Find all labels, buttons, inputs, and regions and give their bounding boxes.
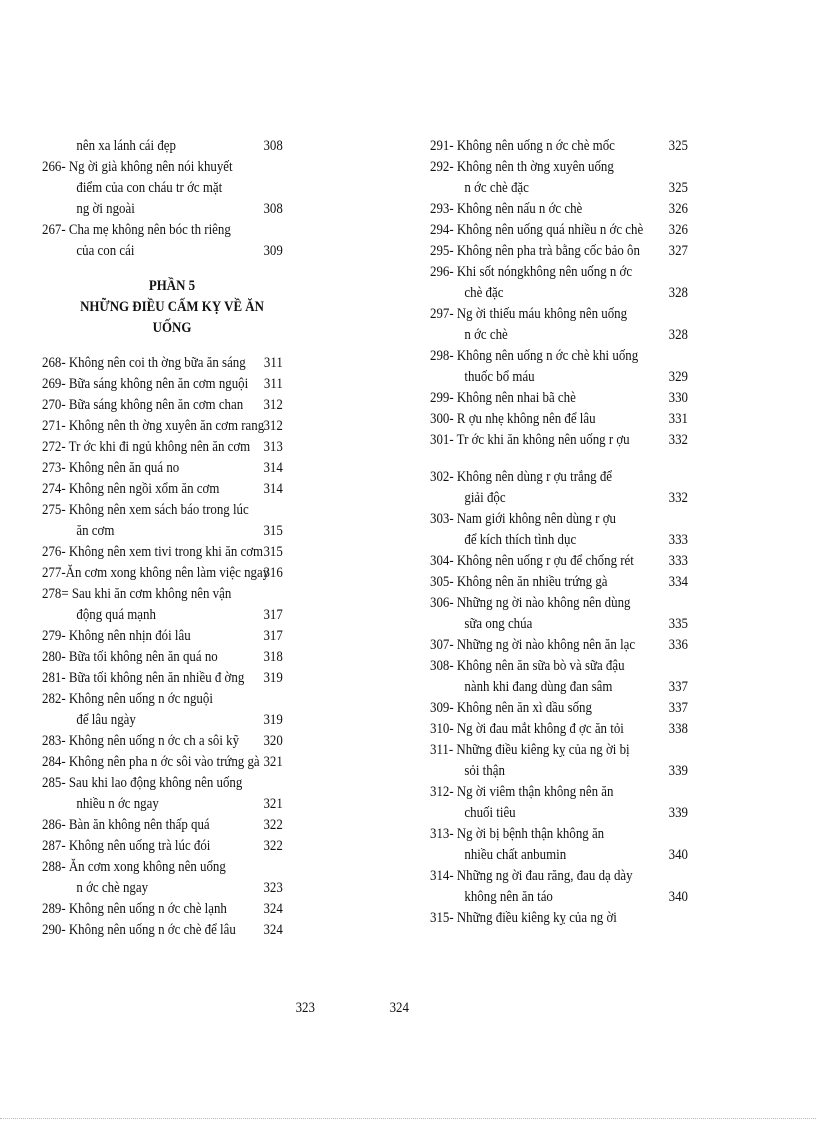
section-heading — [60, 276, 284, 339]
toc-entry-line: 268- Không nên coi th ờng bữa ăn sáng — [42, 355, 246, 371]
toc-entry-line: để kích thích tình dục — [464, 532, 577, 548]
toc-page-number: 336 — [668, 637, 688, 653]
toc-entry-line: ăn cơm — [76, 523, 115, 539]
toc-page-number: 324 — [263, 901, 283, 917]
toc-entry-line: 282- Không nên uống n ớc nguội — [42, 691, 213, 707]
toc-page-number: 339 — [668, 763, 688, 779]
toc-entry-line: 290- Không nên uống n ớc chè để lâu — [42, 922, 236, 938]
toc-entry — [430, 593, 688, 635]
right-entries — [430, 136, 720, 929]
toc-entry-line: 280- Bữa tối không nên ăn quá no — [42, 649, 218, 665]
toc-entry-line: nành khi đang dùng đan sâm — [464, 679, 613, 695]
toc-entry — [42, 815, 283, 836]
toc-entry — [430, 656, 688, 698]
toc-entry-line: 291- Không nên uống n ớc chè mốc — [430, 138, 615, 154]
toc-page-number: 340 — [668, 847, 688, 863]
toc-entry-line: 286- Bàn ăn không nên thấp quá — [42, 817, 210, 833]
toc-page-number: 337 — [668, 700, 688, 716]
toc-entry-line: n ớc chè ngay — [76, 880, 149, 896]
toc-entry-line: sỏi thận — [464, 763, 505, 779]
page-number-right: 324 — [389, 1000, 409, 1016]
toc-page-number: 326 — [668, 201, 688, 217]
toc-entry — [42, 136, 283, 157]
toc-entry — [430, 782, 688, 824]
toc-entry — [430, 698, 688, 719]
toc-entry — [430, 346, 688, 388]
toc-entry — [430, 866, 688, 908]
toc-entry-line: 294- Không nên uống quá nhiều n ớc chè — [430, 222, 644, 238]
toc-entry — [42, 668, 283, 689]
toc-entry — [42, 584, 283, 626]
toc-entry — [42, 647, 283, 668]
toc-entry-line: 302- Không nên dùng r ợu trắng để — [430, 469, 613, 485]
toc-entry-line: giải độc — [464, 490, 506, 506]
toc-page-number: 311 — [263, 355, 283, 371]
toc-entry — [430, 635, 688, 656]
toc-entry-line: 269- Bữa sáng không nên ăn cơm nguội — [42, 376, 249, 392]
toc-entry-line: n ớc chè — [464, 327, 508, 343]
toc-entry — [430, 199, 688, 220]
toc-entry-line: 297- Ng ời thiếu máu không nên uống — [430, 306, 628, 322]
toc-entry — [42, 857, 283, 899]
toc-entry-line: 289- Không nên uống n ớc chè lạnh — [42, 901, 227, 917]
toc-entry — [42, 353, 283, 374]
toc-page-number: 318 — [263, 649, 283, 665]
toc-entry — [430, 509, 688, 551]
toc-entry-line: 295- Không nên pha trà bằng cốc bảo ôn — [430, 243, 640, 259]
toc-entry-line: 313- Ng ời bị bệnh thận không ăn — [430, 826, 605, 842]
toc-entry-line: nhiều chất anbumin — [464, 847, 567, 863]
toc-entry-line: 293- Không nên nấu n ớc chè — [430, 201, 583, 217]
toc-entry-line: 272- Tr ớc khi đi ngủ không nên ăn cơm — [42, 439, 251, 455]
toc-entry — [430, 262, 688, 304]
toc-entry-line: 276- Không nên xem tivi trong khi ăn cơm — [42, 544, 264, 560]
toc-entry — [430, 220, 688, 241]
toc-entry — [430, 467, 688, 509]
toc-entry-line: sữa ong chúa — [464, 616, 533, 632]
toc-entry-line: 312- Ng ời viêm thận không nên ăn — [430, 784, 614, 800]
toc-page-number: 319 — [263, 670, 283, 686]
toc-entry-line: 285- Sau khi lao động không nên uống — [42, 775, 243, 791]
toc-entry-line: 284- Không nên pha n ớc sôi vào trứng gà — [42, 754, 260, 770]
toc-page-number: 328 — [668, 327, 688, 343]
toc-entry-line: động quá mạnh — [76, 607, 156, 623]
toc-entry-line: nên xa lánh cái đẹp — [76, 138, 176, 154]
toc-entry — [42, 563, 283, 584]
toc-page-number: 333 — [668, 532, 688, 548]
toc-entry — [430, 388, 688, 409]
toc-page-number: 313 — [263, 439, 283, 455]
toc-entry — [42, 752, 283, 773]
toc-entry-line: n ớc chè đặc — [464, 180, 529, 196]
toc-page-number: 339 — [668, 805, 688, 821]
toc-page-number: 325 — [668, 180, 688, 196]
toc-page-number: 321 — [263, 754, 283, 770]
toc-page-number: 327 — [668, 243, 688, 259]
toc-page-number: 312 — [263, 397, 283, 413]
left-top-entries — [42, 136, 302, 262]
toc-entry — [42, 479, 283, 500]
toc-entry — [42, 374, 283, 395]
toc-entry — [430, 304, 688, 346]
toc-entry-line: 307- Những ng ời nào không nên ăn lạc — [430, 637, 636, 653]
toc-page-number: 333 — [668, 553, 688, 569]
toc-entry-line: 298- Không nên uống n ớc chè khi uống — [430, 348, 639, 364]
toc-entry — [42, 542, 283, 563]
toc-page-number: 309 — [263, 243, 283, 259]
toc-entry-line: thuốc bổ máu — [464, 369, 535, 385]
toc-entry-line: 303- Nam giới không nên dùng r ợu — [430, 511, 616, 527]
toc-entry-line: 287- Không nên uống trà lúc đói — [42, 838, 211, 854]
toc-entry — [430, 719, 688, 740]
toc-entry-line: ng ời ngoài — [76, 201, 135, 217]
toc-page-number: 315 — [263, 523, 283, 539]
toc-entry — [430, 572, 688, 593]
toc-entry-line: 277-Ăn cơm xong không nên làm việc ngay — [42, 565, 270, 581]
toc-entry-line: 278= Sau khi ăn cơm không nên vận — [42, 586, 232, 602]
toc-entry-line: chè đặc — [464, 285, 504, 301]
toc-page-number: 332 — [668, 490, 688, 506]
toc-entry-line: 304- Không nên uống r ợu để chống rét — [430, 553, 634, 569]
toc-page-number: 322 — [263, 817, 283, 833]
toc-entry — [42, 731, 283, 752]
toc-page-number: 314 — [263, 460, 283, 476]
toc-page-number: 324 — [263, 922, 283, 938]
toc-entry-line: 300- R ợu nhẹ không nên để lâu — [430, 411, 596, 427]
toc-page-number: 331 — [668, 411, 688, 427]
toc-page-number: 335 — [668, 616, 688, 632]
toc-page-number: 328 — [668, 285, 688, 301]
toc-entry-line: 310- Ng ời đau mắt không đ ợc ăn tỏi — [430, 721, 624, 737]
toc-entry-line: 274- Không nên ngồi xổm ăn cơm — [42, 481, 220, 497]
toc-entry — [430, 136, 688, 157]
section-title: PHẦN 5 — [148, 278, 196, 294]
toc-entry-line: 308- Không nên ăn sữa bò và sữa đậu — [430, 658, 625, 674]
toc-entry — [430, 551, 688, 572]
page-edge-divider — [0, 1118, 816, 1119]
toc-entry — [42, 773, 283, 815]
toc-entry — [42, 899, 283, 920]
toc-page-number: 308 — [263, 201, 283, 217]
toc-entry — [42, 920, 283, 941]
toc-entry — [430, 740, 688, 782]
toc-page-number: 320 — [263, 733, 283, 749]
toc-entry — [42, 437, 283, 458]
toc-page-number: 323 — [263, 880, 283, 896]
toc-page-number: 326 — [668, 222, 688, 238]
toc-page-number: 325 — [668, 138, 688, 154]
toc-entry-line: điểm của con cháu tr ớc mặt — [76, 180, 223, 196]
toc-entry-line: của con cái — [76, 243, 135, 259]
right-column — [430, 136, 720, 929]
toc-page-number: 334 — [668, 574, 688, 590]
toc-entry-line: 305- Không nên ăn nhiều trứng gà — [430, 574, 608, 590]
toc-page-number: 317 — [263, 607, 283, 623]
toc-page-number: 315 — [263, 544, 283, 560]
toc-entry-line: 281- Bữa tối không nên ăn nhiều đ ờng — [42, 670, 245, 686]
toc-entry — [430, 241, 688, 262]
toc-page-number: 330 — [668, 390, 688, 406]
toc-entry — [430, 430, 688, 451]
toc-entry-line: 266- Ng ời già không nên nói khuyết — [42, 159, 233, 175]
toc-entry-line: nhiều n ớc ngay — [76, 796, 159, 812]
toc-entry-line: chuối tiêu — [464, 805, 516, 821]
toc-entry-line: 283- Không nên uống n ớc ch a sôi kỹ — [42, 733, 240, 749]
toc-entry — [430, 157, 688, 199]
toc-entry-line: 288- Ăn cơm xong không nên uống — [42, 859, 226, 875]
toc-entry-line: 315- Những điều kiêng kỵ của ng ời — [430, 910, 617, 926]
toc-page-number: 321 — [263, 796, 283, 812]
toc-entry-line: 311- Những điều kiêng kỵ của ng ời bị — [430, 742, 630, 758]
toc-page-number: 337 — [668, 679, 688, 695]
toc-page-number: 314 — [263, 481, 283, 497]
toc-entry-line: 292- Không nên th ờng xuyên uống — [430, 159, 614, 175]
toc-page-number: 311 — [263, 376, 283, 392]
toc-page-number: 338 — [668, 721, 688, 737]
toc-entry-line: 275- Không nên xem sách báo trong lúc — [42, 502, 249, 518]
toc-entry-line: 296- Khi sốt nóngkhông nên uống n ớc — [430, 264, 633, 280]
toc-entry-line: 306- Những ng ời nào không nên dùng — [430, 595, 631, 611]
toc-entry-line: 299- Không nên nhai bã chè — [430, 390, 576, 406]
toc-entry — [42, 395, 283, 416]
toc-entry-line: không nên ăn táo — [464, 889, 553, 905]
toc-entry-line: 273- Không nên ăn quá no — [42, 460, 180, 476]
left-column — [42, 136, 302, 941]
toc-entry-line: 279- Không nên nhịn đói lâu — [42, 628, 191, 644]
toc-entry — [42, 500, 283, 542]
toc-page-number: 329 — [668, 369, 688, 385]
toc-page-number: 319 — [263, 712, 283, 728]
toc-entry — [42, 416, 283, 437]
toc-entry — [430, 908, 679, 929]
toc-entry — [42, 458, 283, 479]
toc-entry — [42, 689, 283, 731]
toc-page-number: 322 — [263, 838, 283, 854]
toc-entry-line: 271- Không nên th ờng xuyên ăn cơm rang — [42, 418, 265, 434]
toc-entry — [42, 157, 283, 220]
toc-entry-line: 267- Cha mẹ không nên bóc th riêng — [42, 222, 231, 238]
left-main-entries — [42, 353, 302, 941]
toc-entry-line: 270- Bữa sáng không nên ăn cơm chan — [42, 397, 244, 413]
toc-entry — [42, 626, 283, 647]
toc-entry-line: 314- Những ng ời đau răng, đau dạ dày — [430, 868, 633, 884]
toc-entry-line: 309- Không nên ăn xì dầu sống — [430, 700, 592, 716]
page-number-left: 323 — [295, 1000, 315, 1016]
toc-page-number: 312 — [263, 418, 283, 434]
toc-page-number: 332 — [668, 432, 688, 448]
toc-page-number: 340 — [668, 889, 688, 905]
toc-page-number: 317 — [263, 628, 283, 644]
toc-page-number: 308 — [263, 138, 283, 154]
section-subtitle: NHỮNG ĐIỀU CẤM KỴ VỀ ĂN UỐNG — [80, 299, 264, 336]
toc-entry-line: 301- Tr ớc khi ăn không nên uống r ợu — [430, 432, 630, 448]
toc-entry — [42, 220, 283, 262]
toc-entry — [42, 836, 283, 857]
entry-gap — [430, 451, 720, 467]
toc-entry-line: để lâu ngày — [76, 712, 136, 728]
toc-entry — [430, 824, 688, 866]
toc-page-number: 316 — [263, 565, 283, 581]
toc-entry — [430, 409, 688, 430]
